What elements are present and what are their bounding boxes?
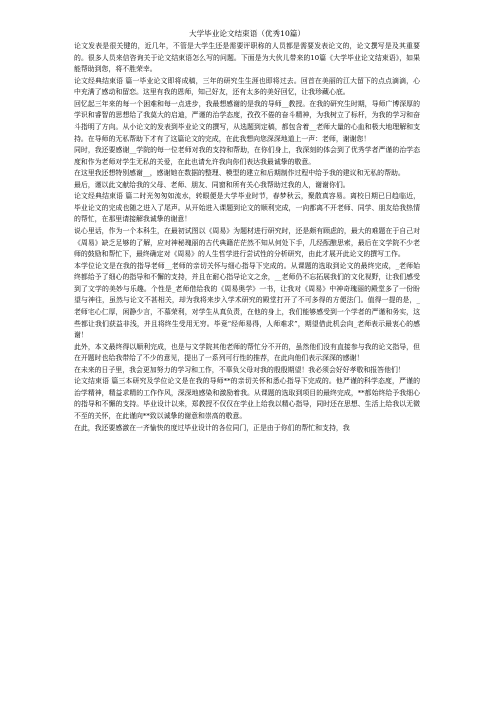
paragraph-12: 在此，我还要感激在一齐愉快的度过毕业设计的各位同门，正是由于你们的帮忙和支持，我 xyxy=(74,423,350,432)
paragraph-6: 论文经典结束语 篇二时光匆匆如流水，转眼便是大学毕业时节，春梦秋云，聚散真容易。离校日期已日趋临近，毕业论文的完成也随之进入了尾声。从开始进入课题到论文的顺利完成，一向都离不开老师、同学、朋友给我热情的帮忙，在那里请接解我诚挚的谢意！ xyxy=(74,192,420,224)
paragraph-4: 在这里我还想特别感谢__，感谢她在数据的整理、模型的建立和后期制作过程中给予我的建议和无私的帮助。 xyxy=(74,169,405,178)
paragraph-11: 论文结束语 篇三本研究及学位论文是在我的导师**的亲切关怀和悉心指导下完成的。他严谨的科学态度，严谨的治学精神，精益求精的工作作风，深深地感染和激励着我。从课题的选取到项目的最终完成，**都始终给予我细心的指导和不懈的支持。毕业设计以来，郑教授不仅仅在学业上给我以精心指导，同时还在思想、生活上给我以无微不至的关怀，在此谨向**致以诚挚的谢意和崇高的敬意。 xyxy=(74,377,420,420)
paragraph-9: 此外，本文最终得以顺利完成，也是与文学院其他老师的帮忙分不开的，虽然他们没有直接参与我的论文指导，但在开题时也给我带给了不少的意见，提出了一系列可行性的推荐，在此向他们表示深深的感谢！ xyxy=(74,342,420,363)
paragraph-7: 说心里话，作为一个本科生，在最初试图以《周易》为题材进行研究时，还是颇有顾虑的，最大的难题在于自己对《周易》缺乏足够的了解，应对神秘瑰丽的古代典籍茫茫然不知从何处下手，几经酝酿思索，最后在文学院不少老师的鼓励和帮忙下，最终确定对《周易》的人生哲学进行尝试性的分析研究，由此才展开此论文的撰写工作。 xyxy=(74,227,420,259)
paragraph-2: 回忆起三年来的每一个困难和每一点进步，我最想感谢的是我的导师__教授。在我的研究生时期，导师广博深厚的学识和睿智的思想给了我莫大的启迪，严谨的治学态度，孜孜不倦的奋斗精神，为我树立了标杆，为我的学习和奋斗指明了方向。从小论文的发表到毕业论文的撰写，从选题到定稿，都包含着__老师大量的心血和极大地理解和支持。在导师的无私帮助下才有了这篇论文的完成，在此我想向您深深地道上一声：老师，谢谢您！ xyxy=(74,99,420,143)
paragraph-1: 论文经典结束语 篇一毕业论文即将成稿，三年的研究生生涯也即将过去。回首在美丽的江大留下的点点滴滴，心中充满了感动和留恋。这里有我的恩师，知己好友，还有太多的美好回忆，让我珍藏心底。 xyxy=(74,76,420,97)
document-title: 大学毕业论文结束语（优秀10篇） xyxy=(189,29,305,38)
paragraph-8: 本学位论文是在我的指导老师__老师的亲切关怀与细心指导下完成的。从课题的选取到论文的最终完成，_老师始终都给予了细心的指导和不懈的支持，并且在耐心指导论文之余，__老师仍不忘拓展我们的文化视野，让我们感受到了文学的美妙与乐趣。个性是_老师借给我的《周易奥学》一书，让我对《周易》中神奇瑰丽的殿堂多了一份盼望与神往，虽然与论文不甚相关，却为我将来步入学术研究的殿堂打开了不可多得的方便法门。值得一提的是，_老师宅心仁厚，闲静少言，不慕荣利，对学生从真负责，在他的身上，我们能够感受到一个学者的严谨和务实，这些都让我们获益非浅，并且将终生受用无穷。毕竟“经师易得，人师难求”，期望借此机会向_老师表示最衷心的感谢！ xyxy=(74,261,420,340)
paragraph-10: 在未来的日子里，我会更加努力的学习和工作，不辜负父母对我的殷殷期望！我必须会好好孝敬和报答他们！ xyxy=(74,365,405,374)
document-page xyxy=(74,28,420,434)
paragraph-intro: 论文发表是很关键的，近几年，不管是大学生还是需要评职称的人员都是需要发表论文的，论文撰写是及其重要的。很多人员来信咨询关于论文结束语怎么写的问题。下面是为大伙儿带来的10篇《大学毕业论文结束语》，如果能帮助到您，将不胜荣幸。 xyxy=(74,42,420,74)
document-body xyxy=(74,41,420,434)
paragraph-5: 最后，谨以此文献给我的父母、老师、朋友、同窗和所有关心我帮助过我的人，谢谢你们。 xyxy=(74,180,350,189)
paragraph-3: 同时，我还要感谢__学院的每一位老师对我的支持和帮助，在你们身上，我深刻的体会到了优秀学者严谨的治学态度和作为老师对学生无私的关爱，在此也请允许我向你们表达我最诚挚的敬意。 xyxy=(74,146,420,166)
